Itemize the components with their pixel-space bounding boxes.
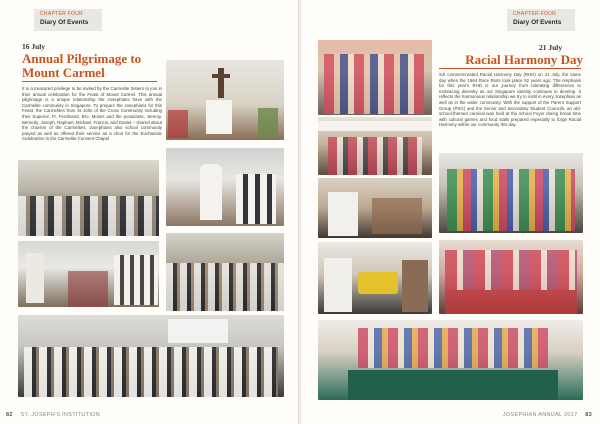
photo-rhd-group-table — [318, 320, 583, 400]
event-title-line2: Mount Carmel — [22, 65, 105, 80]
photo-rhd-staff-group — [318, 40, 432, 115]
left-footer — [6, 412, 100, 418]
left-page — [0, 0, 299, 424]
event-title-line1: Annual Pilgrimage to — [22, 51, 142, 66]
photo-priest-blessing — [166, 148, 284, 226]
footer-text-left: ST. JOSEPH'S INSTITUTION — [20, 412, 100, 418]
photo-altar-mass — [166, 60, 284, 140]
chapter-label: CHAPTER FOUR — [513, 11, 557, 17]
chapter-title: Diary Of Events — [40, 19, 89, 26]
photo-rhd-parents — [439, 240, 583, 314]
photo-rhd-booth — [318, 117, 432, 175]
photo-rhd-food-stall — [318, 242, 432, 314]
right-page — [301, 0, 600, 424]
event-body-text: It is a treasured privilege to be invited by the Carmelite Sisters to join in their annual celebration for the Feast of Mount Carmel. This annual pilgrimage is a unique relationship the Josephians have with the Carmelite community in Singapore. To prepare the Josephians for this Feast, the Carmelites from St John of the Cross Community including their Superior, Fr. Ferdinand, Bro. Moses and the postulants, Jeremy, Bernedy, Joseph, Raphael, Michael, Francis, and Daniel – shared about the charism of the Carmelites. Josephians also school community prayed as well as offered their service as a choir for the Eucharistic Celebration in the Carmelite Convent Chapel. — [22, 86, 162, 142]
title-rule — [439, 68, 581, 69]
photo-rhd-teachers — [439, 153, 583, 233]
page-number-left: 82 — [6, 412, 13, 418]
event-date: 21 July — [539, 43, 563, 52]
photo-rhd-games — [318, 178, 432, 238]
title-rule — [22, 81, 157, 82]
event-body-text: SJI commemorated Racial Harmony Day (RHD) on 21 July, the same day when the 1964 Race Riots took place 52 years ago. The emphasis for this year's RHD is our journey from tolerating differences to embracing diversity as our Singapore identity continues to develop. It reflects the harmonious relationship we try to instil in every Josephian as well as in the wider community. With the support of the Parent Support Group (PSG) and the Senior and Secondary Student Councils, an old-school-themed carnival was held at the school Foyer during break time with cultural games and food stalls prepared especially to forge Racial Harmony within our community this day. — [439, 72, 581, 128]
event-date: 16 July — [22, 42, 46, 51]
chapter-header-left — [34, 9, 102, 31]
chapter-header-right — [507, 9, 575, 31]
photo-procession — [18, 241, 159, 307]
footer-text-right: JOSEPHIAN ANNUAL 2017 — [502, 412, 578, 418]
right-footer — [503, 412, 592, 418]
photo-congregation — [166, 233, 284, 311]
event-title: Racial Harmony Day — [465, 52, 583, 67]
page-number-right: 83 — [585, 412, 592, 418]
chapter-title: Diary Of Events — [513, 19, 562, 26]
photo-students-seated — [18, 160, 159, 236]
chapter-label: CHAPTER FOUR — [40, 11, 84, 17]
photo-group-portrait — [18, 315, 284, 397]
